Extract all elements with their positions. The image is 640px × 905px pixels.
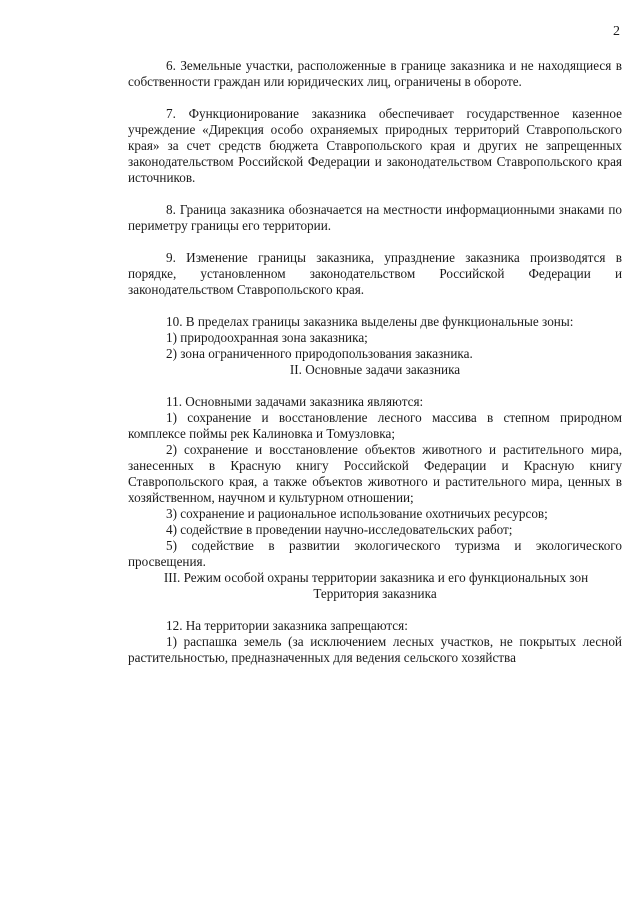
paragraph-11: 11. Основными задачами заказника являются: — [166, 394, 424, 409]
list-item-12-1: 1) распашка земель (за исключением лесных участков, не покрытых лесной растительностью, предназначенных для ведения сельского хозяйства — [128, 634, 622, 665]
paragraph-8: 8. Граница заказника обозначается на местности информационными знаками по периметру границы его территории. — [128, 202, 622, 233]
section-heading-3: III. Режим особой охраны территории заказника и его функциональных зон — [163, 570, 589, 585]
list-item-10-1: 1) природоохранная зона заказника; — [166, 330, 368, 345]
list-item-11-2: 2) сохранение и восстановление объектов животного и растительного мира, занесенных в Красную книгу Российской Федерации и Красную книгу Ставропольского края, а также объектов животного и растительного мира, ценных в хозяйственном, научном и культурном отношении; — [128, 442, 622, 505]
list-item-11-1: 1) сохранение и восстановление лесного массива в степном природном комплексе поймы рек Калиновка и Томузловка; — [128, 410, 622, 441]
list-item-11-3: 3) сохранение и рациональное использование охотничьих ресурсов; — [166, 506, 548, 521]
paragraph-6: 6. Земельные участки, расположенные в границе заказника и не находящиеся в собственности граждан или юридических лиц, ограничены в обороте. — [128, 58, 622, 89]
page-number: 2 — [613, 24, 620, 39]
paragraph-10: 10. В пределах границы заказника выделены две функциональные зоны: — [166, 314, 574, 329]
list-item-11-4: 4) содействие в проведении научно-исследовательских работ; — [166, 522, 513, 537]
list-item-10-2: 2) зона ограниченного природопользования заказника. — [166, 346, 473, 361]
paragraph-9: 9. Изменение границы заказника, упразднение заказника производятся в порядке, установленном законодательством Российской Федерации и законодательством Ставропольского края. — [128, 250, 622, 297]
document-body — [128, 58, 622, 666]
paragraph-7: 7. Функционирование заказника обеспечивает государственное казенное учреждение «Дирекция особо охраняемых природных территорий Ставропольского края» за счет средств бюджета Ставропольского края и других не запрещенных законодательством Российской Федерации и законодательством Ставропольского края источников. — [128, 106, 622, 185]
paragraph-12: 12. На территории заказника запрещаются: — [166, 618, 408, 633]
subsection-heading: Территория заказника — [313, 586, 437, 601]
section-heading-2: II. Основные задачи заказника — [289, 362, 461, 377]
list-item-11-5: 5) содействие в развитии экологического туризма и экологического просвещения. — [128, 538, 622, 569]
